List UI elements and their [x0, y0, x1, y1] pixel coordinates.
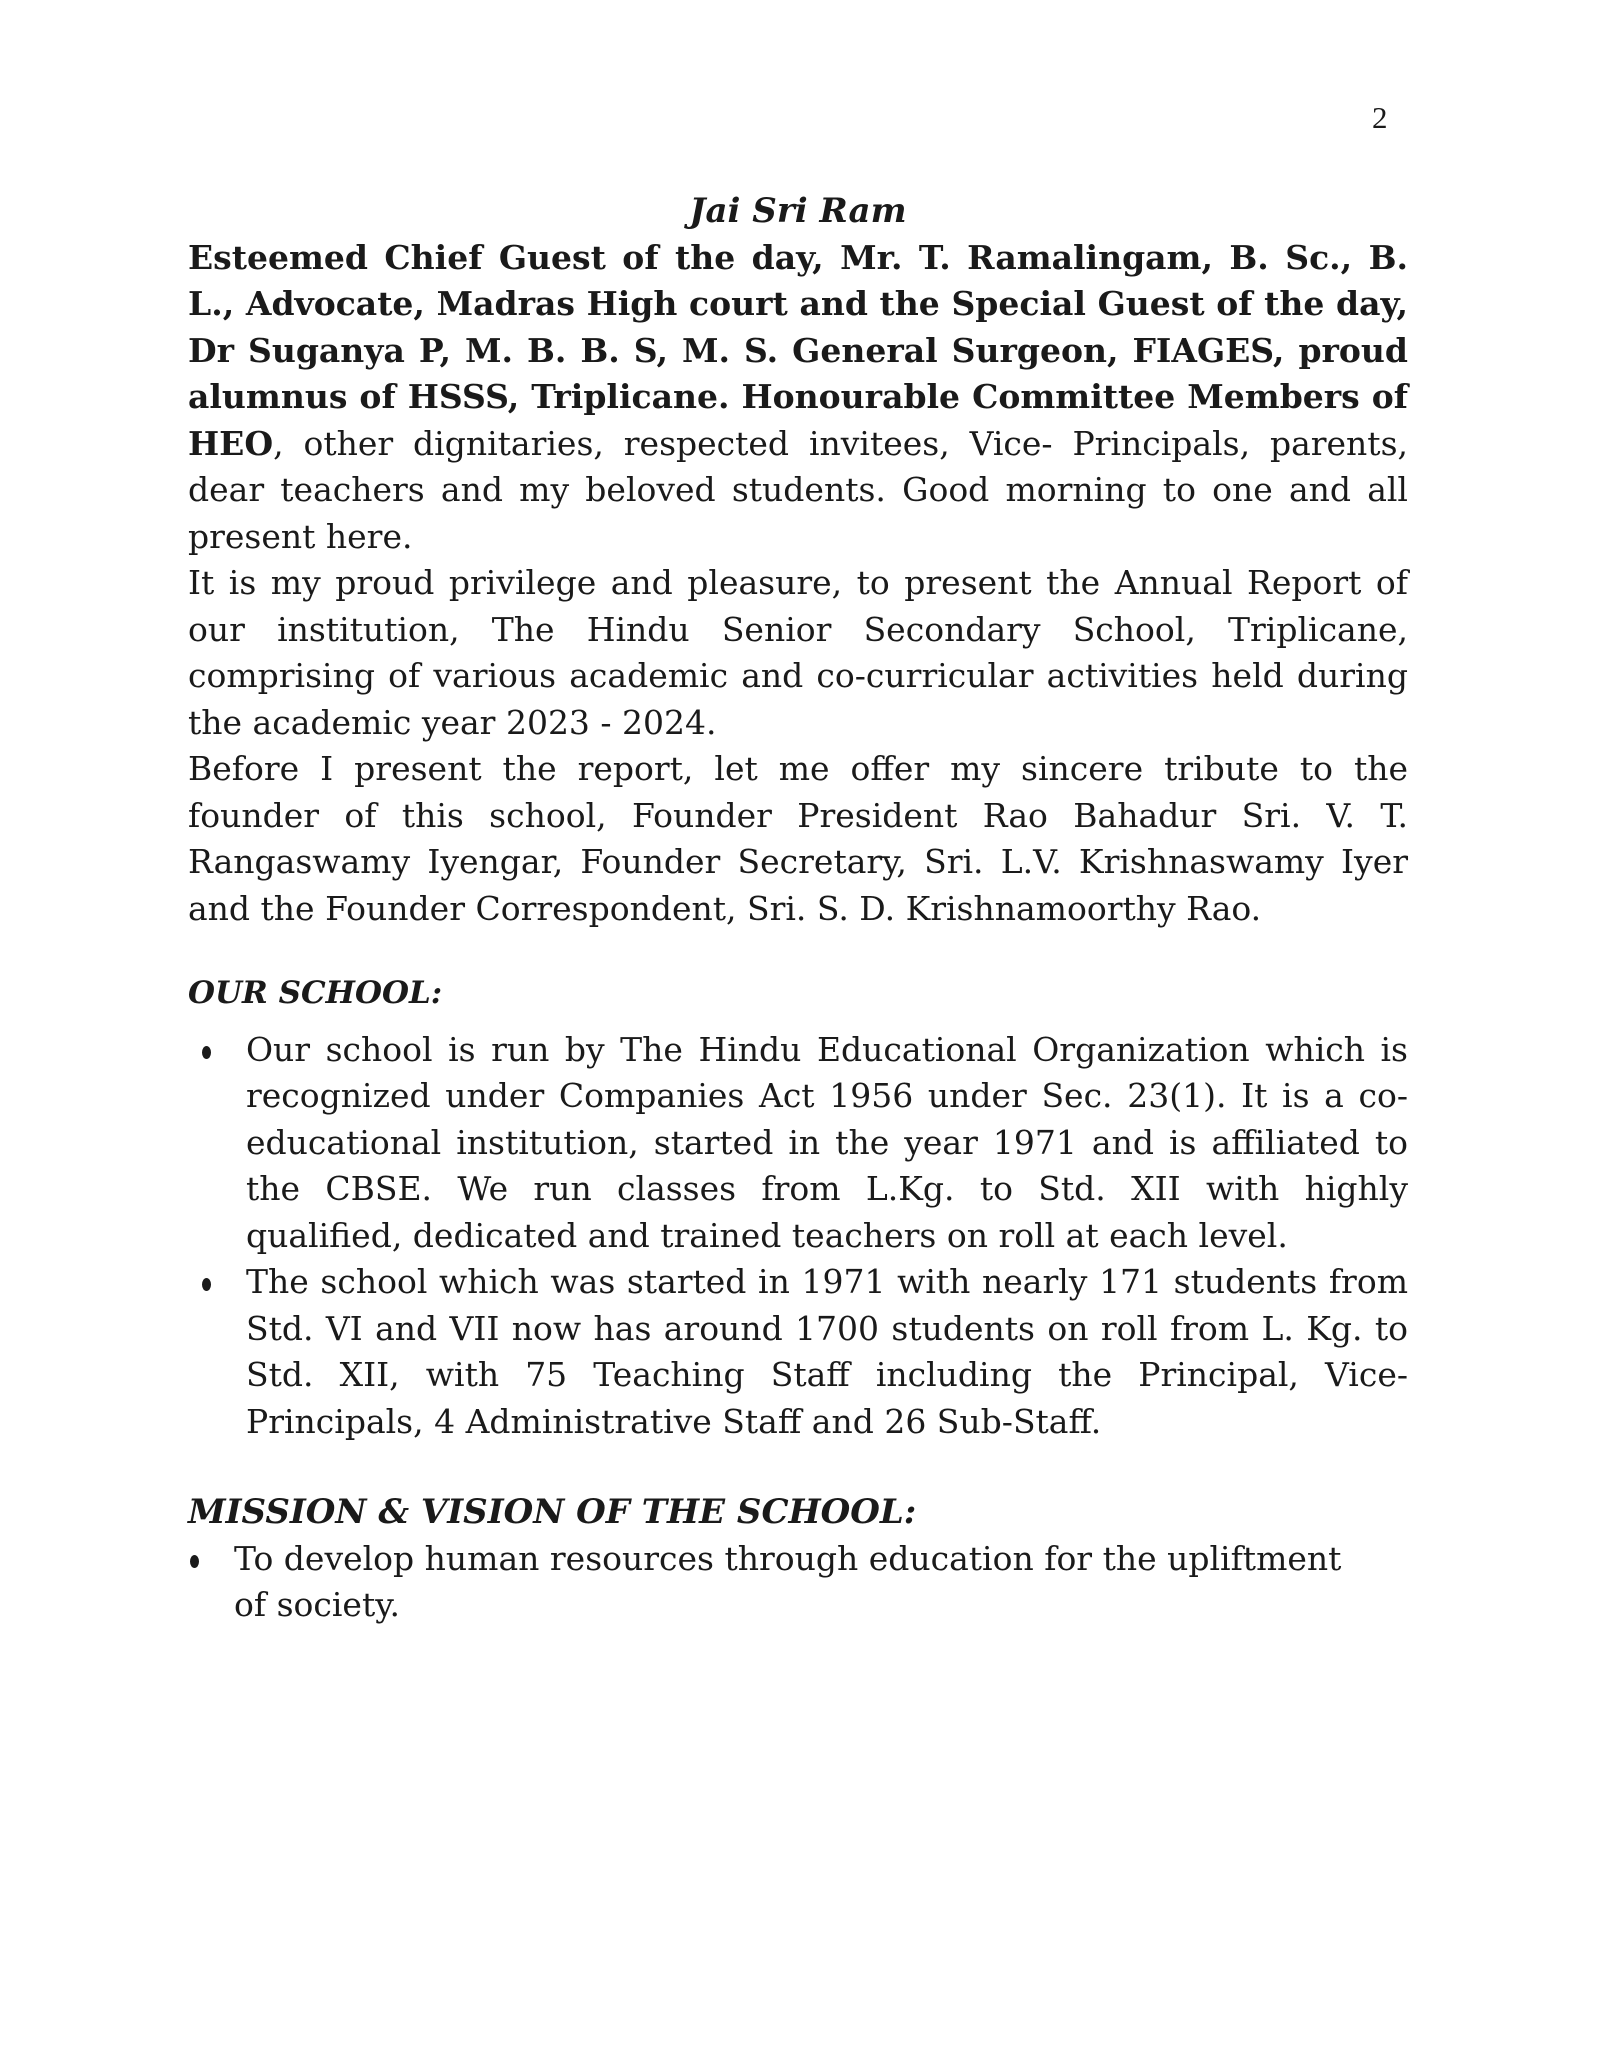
- mission-list: [188, 1536, 1408, 1629]
- list-item: [188, 1536, 1374, 1629]
- tribute-paragraph: Before I present the report, let me offer my sincere tribute to the founder of this school, Founder President Rao Bahadur Sri. V. T. Rangaswamy Iyengar, Founder Secretary, Sri. L.V. Krishnaswamy Iyer and the Founder Correspondent, Sri. S. D. Krishnamoorthy Rao.: [188, 749, 1408, 928]
- list-item: [188, 1027, 1408, 1260]
- greeting-paragraph: [188, 235, 1408, 561]
- list-item: [188, 1259, 1408, 1445]
- page-number: 2: [1372, 100, 1388, 135]
- greeting-dignitaries: Esteemed Chief Guest of the day, Mr. T. Ramalingam, B. Sc., B. L., Advocate, Madras High court and the Special Guest of the day, Dr Suganya P, M. B. B. S, M. S. General Surgeon, FIAGES, proud alumnus of HSSS, Triplicane. Honourable Committee Members of HEO: [188, 237, 1408, 463]
- intro-paragraph: It is my proud privilege and pleasure, to present the Annual Report of our institution, The Hindu Senior Secondary School, Triplicane, comprising of various academic and co-curricular activities held during the academic year 2023 - 2024.: [188, 563, 1408, 742]
- greeting-audience: , other dignitaries, respected invitees, Vice- Principals, parents, dear teachers and my beloved students. Good morning to one and all present here.: [188, 423, 1408, 556]
- list-item-text: The school which was started in 1971 with nearly 171 students from Std. VI and VII now has around 1700 students on roll from L. Kg. to Std. XII, with 75 Teaching Staff including the Principal, Vice-Principals, 4 Administrative Staff and 26 Sub-Staff.: [246, 1262, 1408, 1441]
- bullet-icon: [202, 1278, 211, 1291]
- list-item-text: Our school is run by The Hindu Educational Organization which is recognized under Companies Act 1956 under Sec. 23(1). It is a co-educational institution, started in the year 1971 and is affiliated to the CBSE. We run classes from L.Kg. to Std. XII with highly qualified, dedicated and trained teachers on roll at each level.: [246, 1029, 1408, 1255]
- mission-vision-heading: MISSION & VISION OF THE SCHOOL:: [188, 1492, 917, 1532]
- bullet-icon: [202, 1046, 211, 1059]
- invocation-heading: Jai Sri Ram: [689, 191, 907, 231]
- bullet-icon: [190, 1555, 199, 1568]
- document-body: [188, 188, 1408, 1629]
- our-school-heading: OUR SCHOOL:: [188, 975, 443, 1011]
- list-item-text: To develop human resources through education for the upliftment of society.: [234, 1538, 1342, 1624]
- our-school-list: [188, 1027, 1408, 1446]
